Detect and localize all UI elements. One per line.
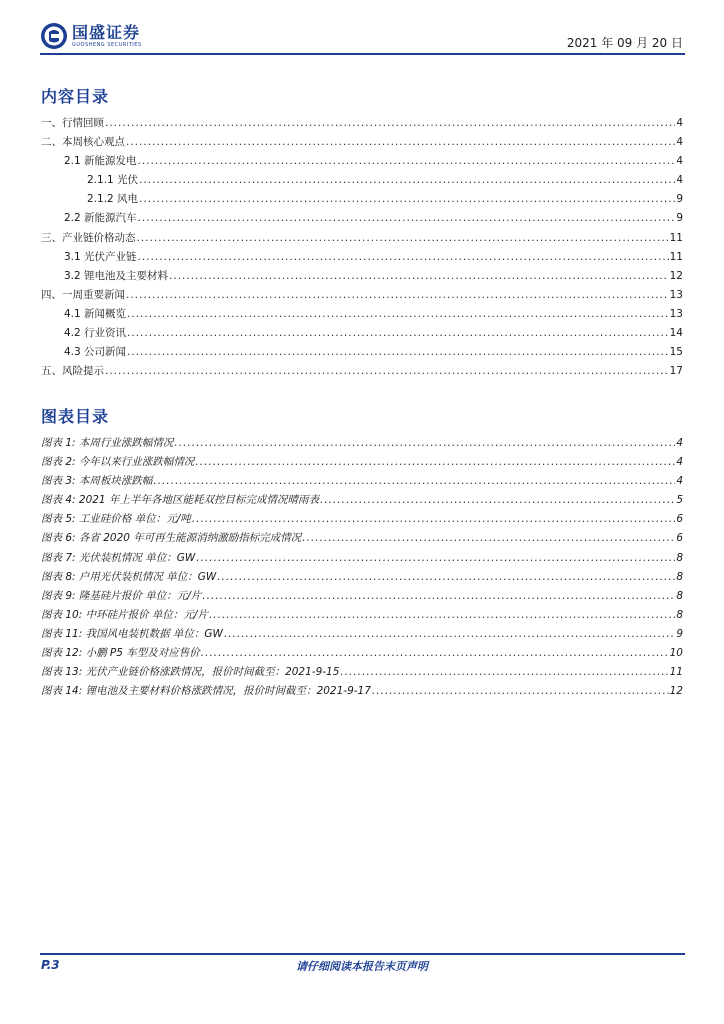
toc-entry[interactable]: 二、本周核心观点 ..... 4 <box>41 133 683 152</box>
figure-entry[interactable]: 图表 1: 本周行业涨跌幅情况 ..... 4 <box>41 434 683 453</box>
logo-english-name: GUOSHENG SECURITIES <box>72 41 142 48</box>
toc-entry[interactable]: 三、产业链价格动态 ..... 11 <box>41 229 683 248</box>
table-of-contents <box>41 114 683 381</box>
toc-entry[interactable]: 3.1 光伏产业链 ..... 11 <box>41 248 683 267</box>
figure-entry[interactable]: 图表 7: 光伏装机情况 单位：GW ..... 8 <box>41 549 683 568</box>
figure-entry[interactable]: 图表 10: 中环硅片报价 单位：元/片 ..... 8 <box>41 606 683 625</box>
figure-entry[interactable]: 图表 3: 本周板块涨跌幅 ..... 4 <box>41 472 683 491</box>
figure-entry[interactable]: 图表 4: 2021 年上半年各地区能耗双控目标完成情况晴雨表 ..... 5 <box>41 491 683 510</box>
list-of-figures <box>41 434 683 701</box>
figure-entry[interactable]: 图表 2: 今年以来行业涨跌幅情况 ..... 4 <box>41 453 683 472</box>
toc-entry[interactable]: 2.1 新能源发电 ..... 4 <box>41 152 683 171</box>
figure-entry[interactable]: 图表 5: 工业硅价格 单位：元/吨 ..... 6 <box>41 510 683 529</box>
logo-chinese-name: 国盛证券 <box>72 22 141 42</box>
toc-entry[interactable]: 3.2 锂电池及主要材料 ..... 12 <box>41 267 683 286</box>
toc-title: 内容目录 <box>41 87 110 106</box>
header-divider <box>40 53 685 55</box>
toc-entry[interactable]: 4.3 公司新闻 ..... 15 <box>41 343 683 362</box>
toc-entry[interactable]: 五、风险提示 ..... 17 <box>41 362 683 381</box>
figure-entry[interactable]: 图表 13: 光伏产业链价格涨跌情况，报价时间截至：2021-9-15 ..... 11 <box>41 663 683 682</box>
toc-entry[interactable]: 四、一周重要新闻 ..... 13 <box>41 286 683 305</box>
report-date: 2021 年 09 月 20 日 <box>566 36 683 50</box>
toc-entry[interactable]: 4.1 新闻概览 ..... 13 <box>41 305 683 324</box>
company-logo <box>40 20 142 52</box>
figure-entry[interactable]: 图表 8: 户用光伏装机情况 单位：GW ..... 8 <box>41 568 683 587</box>
footer-divider <box>40 953 685 955</box>
figure-entry[interactable]: 图表 11: 我国风电装机数据 单位：GW ..... 9 <box>41 625 683 644</box>
figure-entry[interactable]: 图表 6: 各省 2020 年可再生能源消纳激励指标完成情况 ..... 6 <box>41 529 683 548</box>
figure-entry[interactable]: 图表 12: 小鹏 P5 车型及对应售价 ..... 10 <box>41 644 683 663</box>
figure-entry[interactable]: 图表 14: 锂电池及主要材料价格涨跌情况，报价时间截至：2021-9-17 ..... 12 <box>41 682 683 701</box>
disclaimer-note: 请仔细阅读本报告末页声明 <box>296 960 428 973</box>
page-number: P.3 <box>41 958 60 972</box>
figure-entry[interactable]: 图表 9: 隆基硅片报价 单位：元/片 ..... 8 <box>41 587 683 606</box>
figure-list-title: 图表目录 <box>41 407 110 426</box>
page-header <box>40 18 685 54</box>
guosheng-logo-icon <box>40 22 68 50</box>
toc-entry[interactable]: 4.2 行业资讯 ..... 14 <box>41 324 683 343</box>
toc-entry[interactable]: 一、行情回顾 ..... 4 <box>41 114 683 133</box>
toc-entry[interactable]: 2.2 新能源汽车 ..... 9 <box>41 209 683 228</box>
toc-entry[interactable]: 2.1.1 光伏 ..... 4 <box>41 171 683 190</box>
toc-entry[interactable]: 2.1.2 风电 ..... 9 <box>41 190 683 209</box>
